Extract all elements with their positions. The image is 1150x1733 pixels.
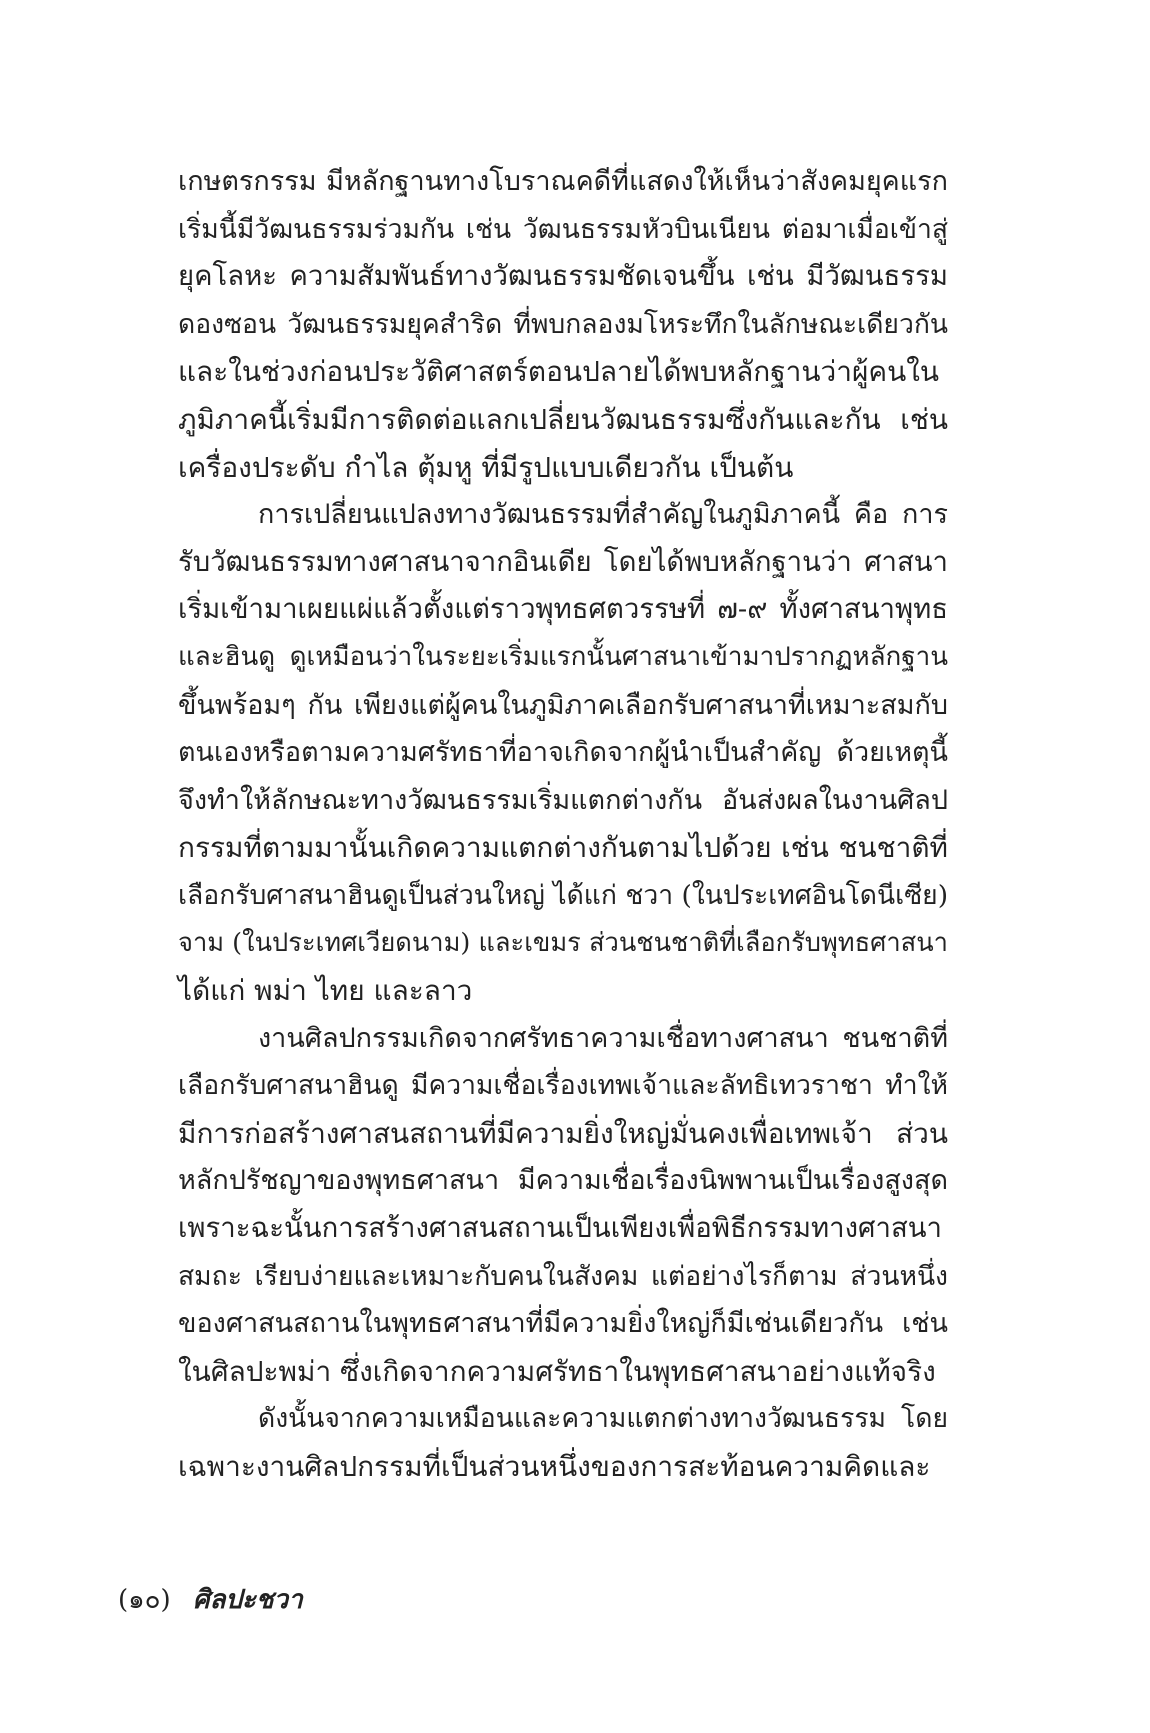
text-line: และฮินดู ดูเหมือนว่าในระยะเริ่มแรกนั้นศาสนาเข้ามาปรากฏหลักฐาน <box>178 641 948 672</box>
page-footer <box>118 1582 303 1618</box>
text-line: สมถะ เรียบง่ายและเหมาะกับคนในสังคม แต่อย่างไรก็ตาม ส่วนหนึ่ง <box>178 1260 948 1292</box>
text-line: และในช่วงก่อนประวัติศาสตร์ตอนปลายได้พบหลักฐานว่าผู้คนใน <box>178 355 940 389</box>
body-text <box>178 158 948 1491</box>
text-line: รับวัฒนธรรมทางศาสนาจากอินเดีย โดยได้พบหลักฐานว่า ศาสนา <box>178 545 948 578</box>
text-line: จาม (ในประเทศเวียดนาม) และเขมร ส่วนชนชาติที่เลือกรับพุทธศาสนา <box>178 927 948 958</box>
text-line: ดองซอน วัฒนธรรมยุคสำริด ที่พบกลองมโหระทึกในลักษณะเดียวกัน <box>178 308 948 340</box>
text-line: เพราะฉะนั้นการสร้างศาสนสถานเป็นเพียงเพื่อพิธีกรรมทางศาสนา <box>178 1212 942 1245</box>
text-line: เลือกรับศาสนาฮินดู มีความเชื่อเรื่องเทพเจ้าและลัทธิเทวราชา ทำให้ <box>178 1070 948 1102</box>
text-line: ได้แก่ พม่า ไทย และลาว <box>178 974 473 1008</box>
text-line: การเปลี่ยนแปลงทางวัฒนธรรมที่สำคัญในภูมิภาคนี้ คือ การ <box>258 499 948 531</box>
text-line: ดังนั้นจากความเหมือนและความแตกต่างทางวัฒนธรรม โดย <box>258 1403 948 1435</box>
text-line: หลักปรัชญาของพุทธศาสนา มีความเชื่อเรื่องนิพพานเป็นเรื่องสูงสุด <box>178 1165 948 1197</box>
text-line: มีการก่อสร้างศาสนสถานที่มีความยิ่งใหญ่มั่นคงเพื่อเทพเจ้า ส่วน <box>178 1116 948 1150</box>
text-line: เกษตรกรรม มีหลักฐานทางโบราณคดีที่แสดงให้เห็นว่าสังคมยุคแรก <box>178 166 948 197</box>
text-line: เฉพาะงานศิลปกรรมที่เป็นส่วนหนึ่งของการสะท้อนความคิดและ <box>178 1450 931 1484</box>
page-number: (๑๐) <box>118 1585 171 1615</box>
text-line: ตนเองหรือตามความศรัทธาที่อาจเกิดจากผู้นำเป็นสำคัญ ด้วยเหตุนี้ <box>178 737 948 769</box>
text-line: กรรมที่ตามมานั้นเกิดความแตกต่างกันตามไปด้วย เช่น ชนชาติที่ <box>178 831 948 865</box>
text-line: เครื่องประดับ กำไล ตุ้มหู ที่มีรูปแบบเดียวกัน เป็นต้น <box>178 450 794 484</box>
text-line: ยุคโลหะ ความสัมพันธ์ทางวัฒนธรรมชัดเจนขึ้น เช่น มีวัฒนธรรม <box>178 260 948 293</box>
text-line: ขึ้นพร้อมๆ กัน เพียงแต่ผู้คนในภูมิภาคเลือกรับศาสนาที่เหมาะสมกับ <box>178 689 948 721</box>
text-line: งานศิลปกรรมเกิดจากศรัทธาความเชื่อทางศาสนา ชนชาติที่ <box>258 1022 948 1054</box>
text-line: จึงทำให้ลักษณะทางวัฒนธรรมเริ่มแตกต่างกัน อันส่งผลในงานศิลป <box>178 784 948 816</box>
text-line: เลือกรับศาสนาฮินดูเป็นส่วนใหญ่ ได้แก่ ชวา (ในประเทศอินโดนีเซีย) <box>178 879 949 911</box>
text-line: ในศิลปะพม่า ซึ่งเกิดจากความศรัทธาในพุทธศาสนาอย่างแท้จริง <box>178 1354 936 1388</box>
text-line: เริ่มนี้มีวัฒนธรรมร่วมกัน เช่น วัฒนธรรมหัวบินเนียน ต่อมาเมื่อเข้าสู่ <box>178 213 948 245</box>
text-line: เริ่มเข้ามาเผยแผ่แล้วตั้งแต่ราวพุทธศตวรรษที่ ๗-๙ ทั้งศาสนาพุทธ <box>178 593 948 626</box>
text-line: ของศาสนสถานในพุทธศาสนาที่มีความยิ่งใหญ่ก็มีเช่นเดียวกัน เช่น <box>178 1308 948 1340</box>
book-title: ศิลปะชวา <box>192 1585 303 1615</box>
text-line: ภูมิภาคนี้เริ่มมีการติดต่อแลกเปลี่ยนวัฒนธรรมซึ่งกันและกัน เช่น <box>178 402 948 436</box>
